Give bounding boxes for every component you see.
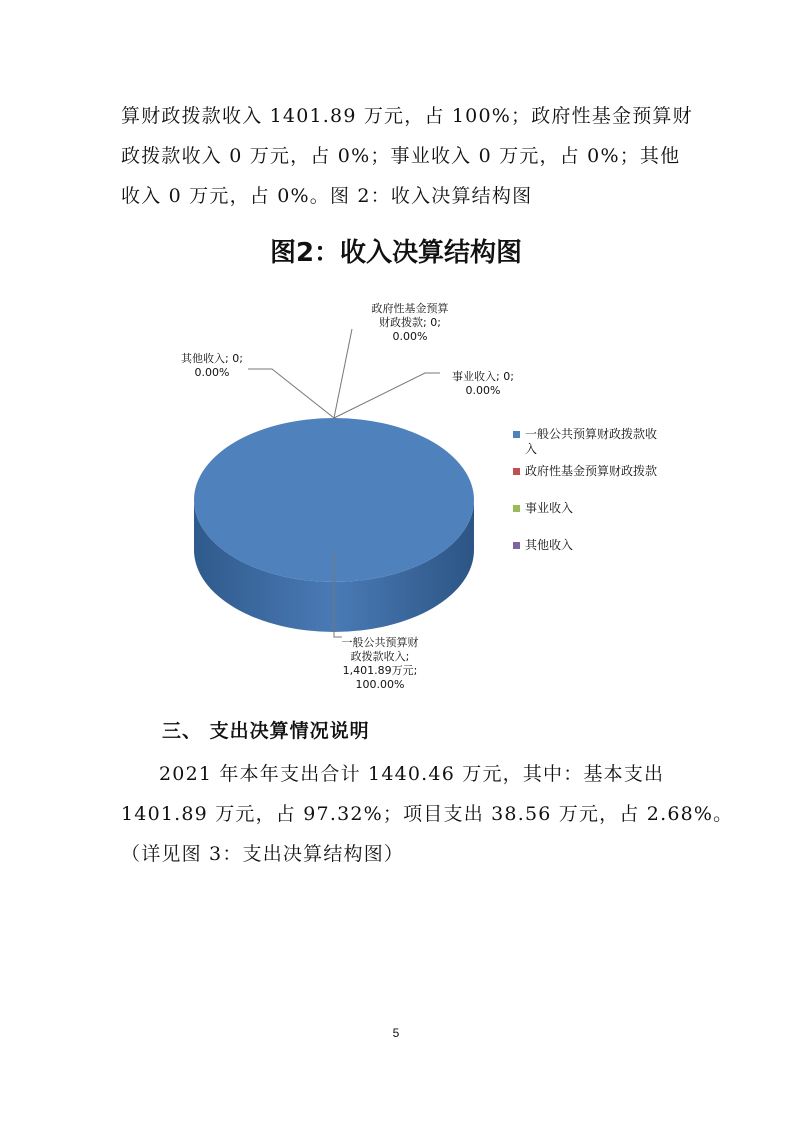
legend-swatch-1 xyxy=(513,468,520,475)
legend-swatch-2 xyxy=(513,505,520,512)
expense-line-1: 2021 年本年支出合计 1440.46 万元，其中：基本支出 xyxy=(159,763,665,785)
intro-line-2: 政拨款收入 0 万元，占 0%；事业收入 0 万元，占 0%；其他 xyxy=(121,145,681,167)
expense-paragraph xyxy=(121,754,734,874)
intro-line-1: 算财政拨款收入 1401.89 万元，占 100%；政府性基金预算财 xyxy=(121,105,693,127)
legend-label-0: 一般公共预算财政拨款收入 xyxy=(525,427,658,456)
data-label-1: 政府性基金预算财政拨款; 0; 0.00% xyxy=(371,302,449,343)
leader-line-2 xyxy=(334,373,440,418)
leader-line-1 xyxy=(334,329,352,418)
legend-label-1: 政府性基金预算财政拨款 xyxy=(525,464,658,478)
section-heading: 三、 支出决算情况说明 xyxy=(162,720,370,742)
data-label-3: 其他收入; 0; 0.00% xyxy=(181,352,243,379)
chart-title: 图2：收入决算结构图 xyxy=(269,238,523,268)
intro-paragraph xyxy=(121,96,693,216)
intro-line-3: 收入 0 万元，占 0%。图 2：收入决算结构图 xyxy=(121,185,533,207)
data-label-0: 一般公共预算财政拨款收入; 1,401.89万元; 100.00% xyxy=(341,636,419,691)
expense-line-2: 1401.89 万元，占 97.32%；项目支出 38.56 万元，占 2.68%。 xyxy=(121,803,734,825)
page-number: 5 xyxy=(392,1026,400,1040)
legend-swatch-0 xyxy=(513,431,520,438)
legend-label-3: 其他收入 xyxy=(525,538,574,552)
legend-label-2: 事业收入 xyxy=(525,501,574,515)
legend-swatch-3 xyxy=(513,542,520,549)
leader-line-3 xyxy=(248,369,334,418)
data-label-2: 事业收入; 0; 0.00% xyxy=(452,370,514,397)
income-pie-chart xyxy=(120,282,700,712)
expense-line-3: （详见图 3：支出决算结构图） xyxy=(121,843,405,865)
